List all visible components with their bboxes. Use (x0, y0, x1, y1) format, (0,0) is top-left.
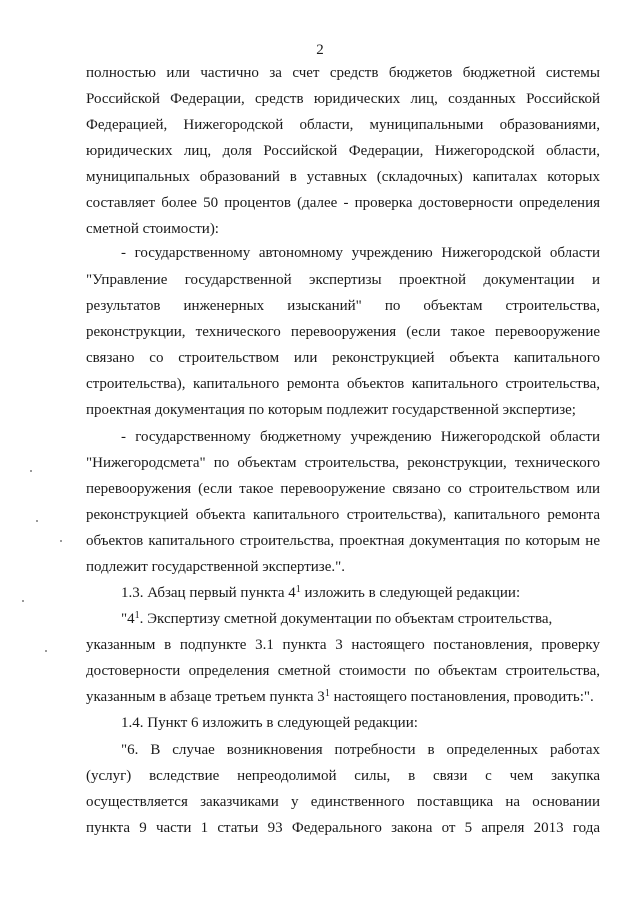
page-number: 2 (316, 42, 324, 58)
text-line: сметной стоимости): (86, 221, 219, 237)
superscript: 1 (295, 584, 301, 595)
text-line: реконструкции, технического перевооружения (если такое перевооружение (86, 324, 600, 340)
text-line: 1.3. Абзац первый пункта $4^1$ изложить в следующей редакции: (121, 584, 521, 601)
scan-speck (22, 600, 24, 602)
text-line: проектная документация по которым подлежит государственной экспертизе; (86, 402, 576, 418)
text-line: "Управление государственной экспертизы проектной документации и (86, 272, 600, 288)
text-line: достоверности определения сметной стоимости по объектам строительства, (86, 663, 600, 679)
text-line: "6. В случае возникновения потребности в определенных работах (121, 742, 600, 758)
superscript: 1 (134, 610, 140, 621)
text-line: реконструкцией объекта капитального строительства), капитального ремонта (86, 507, 600, 523)
text-line: указанным в подпункте 3.1 пункта 3 настоящего постановления, проверку (86, 637, 600, 653)
text-line: указанным в абзаце третьем пункта $3^1$ настоящего постановления, проводить:". (86, 688, 594, 705)
text-line: - государственному бюджетному учреждению Нижегородской области (121, 429, 600, 445)
text-line: составляет более 50 процентов (далее - проверка достоверности определения (86, 195, 600, 211)
text-line: юридических лиц, доля Российской Федерации, Нижегородской области, (86, 143, 600, 159)
text-line: 1.4. Пункт 6 изложить в следующей редакции: (121, 715, 418, 731)
text-line: перевооружения (если такое перевооружение связано со строительством или (86, 481, 600, 497)
text-line: подлежит государственной экспертизе.". (86, 559, 346, 575)
superscript: 1 (324, 688, 330, 699)
text-line: осуществляется заказчиками у единственного поставщика на основании (86, 794, 600, 810)
text-line: строительства), капитального ремонта объектов капитального строительства, (86, 376, 600, 392)
scan-speck (36, 520, 38, 522)
text-line: (услуг) вследствие непреодолимой силы, в связи с чем закупка (86, 768, 600, 784)
text-line: муниципальных образований в уставных (складочных) капиталах которых (86, 169, 600, 185)
text-line: Российской Федерации, средств юридических лиц, созданных Российской (86, 91, 600, 107)
text-line: связано со строительством или реконструкцией объекта капитального (86, 350, 600, 366)
text-line: "$4^1$. Экспертизу сметной документации по объектам строительства, (121, 610, 553, 627)
text-line: "Нижегородсмета" по объектам строительства, реконструкции, технического (86, 455, 600, 471)
scan-speck (30, 470, 32, 472)
text-line: полностью или частично за счет средств бюджетов бюджетной системы (86, 65, 600, 81)
text-line: пункта 9 части 1 статьи 93 Федерального закона от 5 апреля 2013 года (86, 820, 600, 836)
text-line: результатов инженерных изысканий" по объектам строительства, (86, 298, 600, 314)
text-line: объектов капитального строительства, проектная документация по которым не (86, 533, 600, 549)
scan-speck (45, 650, 47, 652)
scan-speck (60, 540, 62, 542)
text-line: - государственному автономному учреждению Нижегородской области (121, 245, 600, 261)
text-line: Федерацией, Нижегородской области, муниципальными образованиями, (86, 117, 600, 133)
